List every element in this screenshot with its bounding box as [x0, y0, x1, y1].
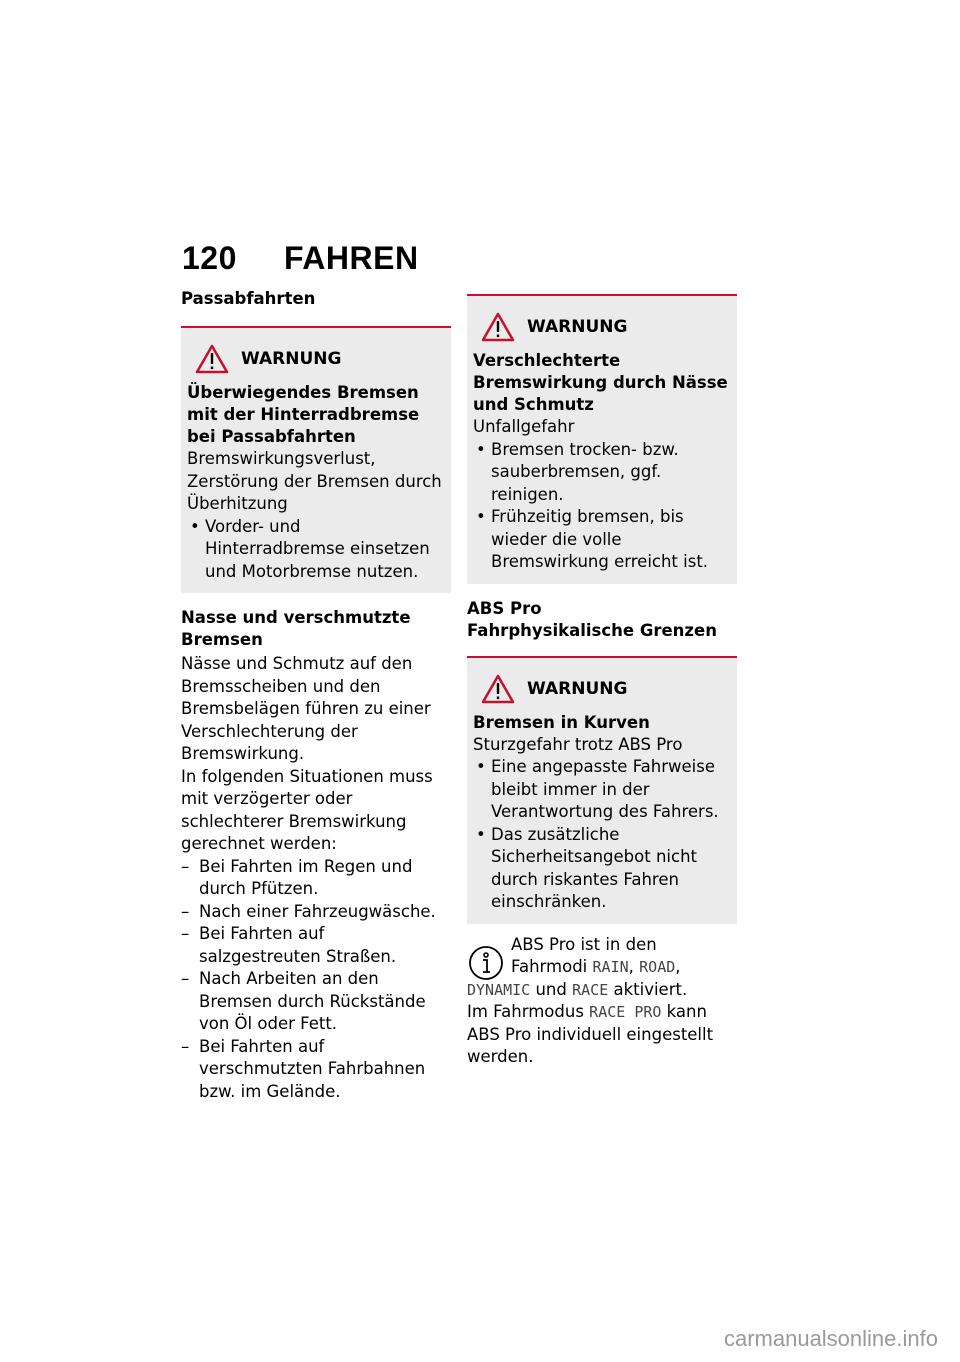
list-item: – Bei Fahrten auf salzgestreuten Straßen.: [181, 923, 451, 968]
warning-label: WARNUNG: [527, 678, 628, 699]
paragraph: Nässe und Schmutz auf den Bremsscheiben und den Bremsbelägen führen zu einer Verschlechterung der Bremswirkung.: [181, 654, 431, 763]
left-column: [181, 288, 451, 1103]
info-note: [467, 934, 737, 1069]
page-header: [182, 240, 419, 277]
page-number: 120: [182, 240, 237, 276]
mode-race: RACE: [572, 980, 609, 999]
warning-triangle-icon: [481, 312, 515, 342]
list-item: • Eine angepasste Fahrweise bleibt immer in der Verantwortung des Fahrers.: [473, 756, 729, 824]
mode-road: ROAD: [639, 958, 676, 976]
list-item: • Das zusätzliche Sicherheitsangebot nicht durch riskantes Fahren einschränken.: [473, 824, 729, 914]
warning-box: [181, 326, 451, 593]
list-item: • Bremsen trocken- bzw. sauberbremsen, ggf. reinigen.: [473, 439, 729, 507]
section-heading-grenzen: Fahrphysikalische Grenzen: [467, 620, 717, 640]
section-heading-abs-pro: ABS Pro: [467, 598, 542, 618]
warning-heading: Verschlechterte Bremswirkung durch Nässe und Schmutz: [473, 351, 728, 414]
list-item: • Frühzeitig bremsen, bis wieder die volle Bremswirkung erreicht ist.: [473, 506, 729, 574]
mode-race-pro: RACE PRO: [589, 1003, 662, 1021]
warning-bullets: [187, 516, 443, 584]
warning-bullets: [473, 439, 729, 574]
warning-triangle-icon: [195, 344, 229, 374]
section-heading-passabfahrten: Passabfahrten: [181, 289, 316, 308]
mode-dynamic: DYNAMIC: [467, 980, 531, 999]
warning-box: [467, 656, 737, 924]
punct: ,: [675, 957, 681, 976]
list-item: – Bei Fahrten auf verschmutzten Fahrbahnen bzw. im Gelände.: [181, 1036, 451, 1104]
dash-list: [181, 856, 451, 1104]
list-item: • Vorder- und Hinterradbremse einsetzen und Motorbremse nutzen.: [187, 516, 443, 584]
paragraph: In folgenden Situationen muss mit verzögerter oder schlechterer Bremswirkung gerechnet werden:: [181, 766, 433, 853]
info-line: ABS Pro ist in den: [511, 934, 657, 954]
list-item: – Nach einer Fahrzeugwäsche.: [181, 901, 451, 924]
warning-text: Sturzgefahr trotz ABS Pro: [473, 734, 683, 754]
warning-heading: Bremsen in Kurven: [473, 712, 650, 732]
warning-header: [473, 312, 729, 342]
info-line: Fahrmodi: [511, 957, 588, 976]
list-item: – Bei Fahrten im Regen und durch Pfützen.: [181, 856, 451, 901]
mode-rain: RAIN: [592, 958, 629, 976]
right-column: [467, 294, 737, 1069]
info-word: kann ABS Pro individuell eingestellt werden.: [467, 1002, 714, 1066]
section-title: FAHREN: [284, 240, 419, 276]
warning-label: WARNUNG: [527, 317, 628, 337]
info-word: Im Fahrmodus: [467, 1002, 584, 1021]
warning-text: Bremswirkungsverlust, Zerstörung der Bremsen durch Überhitzung: [187, 449, 442, 513]
list-item: – Nach Arbeiten an den Bremsen durch Rückstände von Öl oder Fett.: [181, 968, 451, 1036]
warning-label: WARNUNG: [241, 349, 342, 369]
watermark: carmanualsonline.info: [723, 1326, 938, 1351]
warning-bullets: [473, 756, 729, 914]
info-word: aktiviert.: [613, 979, 688, 999]
warning-header: [187, 344, 443, 374]
punct: ,: [628, 957, 634, 976]
info-word: und: [535, 979, 567, 999]
warning-text: Unfallgefahr: [473, 417, 575, 436]
warning-triangle-icon: [481, 674, 515, 704]
info-icon: [467, 944, 505, 982]
warning-header: [473, 674, 729, 704]
info-text: [467, 934, 737, 1069]
warning-box: [467, 294, 737, 584]
warning-heading: Überwiegendes Bremsen mit der Hinterradbremse bei Passabfahrten: [187, 383, 420, 446]
section-heading-nasse-bremsen: Nasse und verschmutzte Bremsen: [181, 608, 411, 649]
